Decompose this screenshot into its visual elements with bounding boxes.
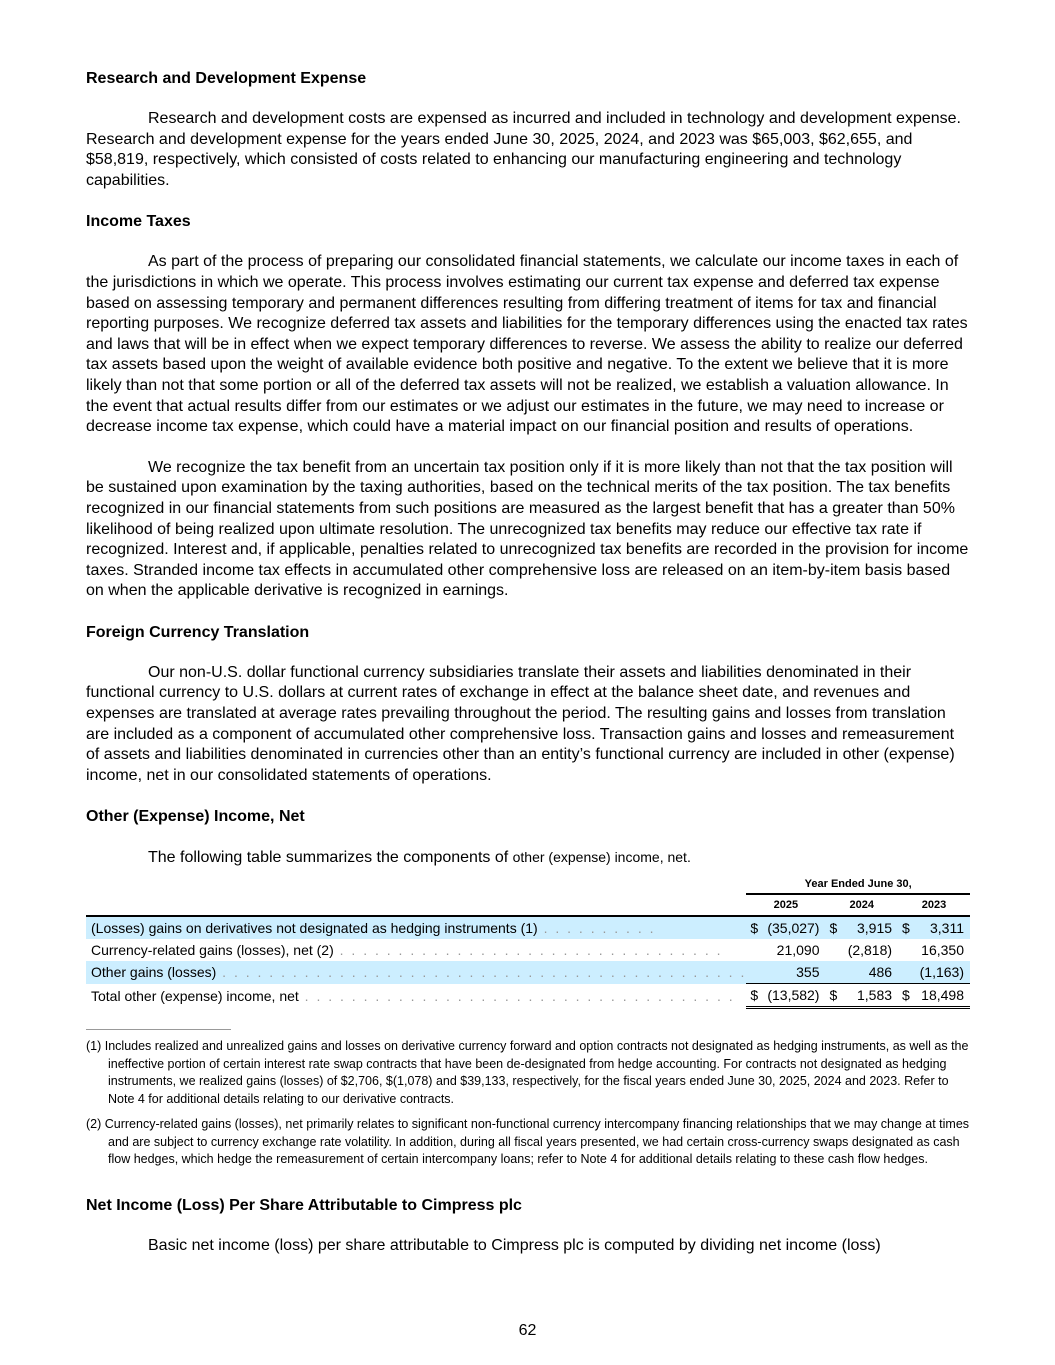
section-heading-income-taxes: Income Taxes: [86, 213, 191, 231]
paragraph-foreign-currency: Our non-U.S. dollar functional currency subsidiaries translate their assets and liabilities denominated in their functional currency to U.S. dollars at current rates of exchange in effect at the balance sheet date, and revenues and expenses are translated at average rates prevailing throughout the period. The resulting gains and losses from translation are included as a component of accumulated other comprehensive loss. Transaction gains and losses and remeasurement of assets and liabilities denominated in currencies other than an entity’s functional currency are included in other (expense) income, net in our consolidated statements of operations.: [86, 663, 955, 784]
paragraph-eps: Basic net income (loss) per share attributable to Cimpress plc is computed by dividing net income (loss): [148, 1236, 881, 1254]
paragraph-income-taxes-1: As part of the process of preparing our consolidated financial statements, we calculate our income taxes in each of the jurisdictions in which we operate. This process involves estimating our current tax expense and deferred tax expense based on assessing temporary and permanent differences resulting from differing treatment of items for tax and financial reporting purposes. We recognize deferred tax assets and liabilities for the temporary differences using the enacted tax rates and laws that will be in effect when we expect temporary differences to reverse. We assess the ability to realize our deferred tax assets based upon the weight of available evidence both positive and negative. To the extent we believe that it is more likely than not that some portion or all of the deferred tax assets will not be realized, we establish a valuation allowance. In the event that actual results differ from our estimates or we adjust our estimates in the future, we may need to increase or decrease income tax expense, which could have a material impact on our financial position and results of operations.: [86, 253, 968, 436]
cell-2023: 16,350: [921, 942, 964, 959]
row-label: Currency-related gains (losses), net (2) . . . . . . . . . . . . . . . . . . . . . . . . . . . . . . . . .: [91, 942, 723, 959]
section-heading-foreign-currency: Foreign Currency Translation: [86, 623, 310, 641]
section-heading-eps: Net Income (Loss) Per Share Attributable to Cimpress plc: [86, 1196, 522, 1214]
intro-text: The following table summarizes the components of: [148, 849, 513, 867]
footnote-1: (1) Includes realized and unrealized gains and losses on derivative currency forward and option contracts not designated as hedging instruments, as well as the ineffective portion of certain interest rate swap contracts that have been de-designated from hedge accounting. For contracts not designated as hedging instruments, we realized gains (losses) of $2,706, $(1,078) and $39,133, respectively, for the fiscal years ended June 30, 2025, 2024 and 2023. Refer to Note 4 for additional details relating to our derivative contracts.: [86, 1039, 969, 1106]
footnote-2: (2) Currency-related gains (losses), net primarily relates to significant non-functional currency intercompany financing relationships that we may change at times and are subject to currency exchange rate volatility. In addition, during all fiscal years presented, we had certain cross-currency swaps designated as cash flow hedges, which hedge the remeasurement of certain intercompany loans; refer to Note 4 for additional details relating to these cash flow hedges.: [86, 1117, 970, 1167]
cell-2024: 486: [839, 961, 898, 984]
cell-2025: 21,090: [776, 942, 820, 959]
cell-2025: (35,027): [760, 916, 826, 939]
paragraph-other-income-intro: [86, 847, 970, 869]
table-row-total: [86, 984, 970, 1008]
section-heading-rd: Research and Development Expense: [86, 70, 367, 87]
cell-2024: (2,818): [847, 942, 893, 959]
currency-symbol: $: [746, 916, 759, 939]
section-heading-other-income: Other (Expense) Income, Net: [86, 808, 305, 826]
year-header-2025: 2025: [746, 894, 825, 916]
page-number: 62: [518, 1322, 537, 1339]
currency-symbol: $: [746, 984, 759, 1008]
paragraph-rd: Research and development costs are expensed as incurred and included in technology and development expense. Research and development expense for the years ended June 30, 2025, 2024, and 2023 was $65,003, $62,655, and $58,819, respectively, which consisted of costs related to enhancing our manufacturing engineering and technology capabilities.: [86, 110, 961, 189]
cell-2024: 3,915: [839, 916, 898, 939]
footnote-divider: [86, 1029, 231, 1030]
period-header: Year Ended June 30,: [804, 878, 912, 891]
cell-2025: (13,582): [760, 984, 826, 1008]
currency-symbol: $: [898, 984, 911, 1008]
other-income-table: [86, 875, 970, 1009]
intro-text-small: other (expense) income, net.: [512, 849, 691, 866]
currency-symbol: $: [825, 984, 838, 1008]
currency-symbol: $: [825, 916, 838, 939]
cell-2023: (1,163): [911, 961, 970, 984]
year-header-2023: 2023: [898, 894, 970, 916]
year-header-2024: 2024: [825, 894, 898, 916]
currency-symbol: $: [898, 916, 911, 939]
table-row: [86, 939, 970, 961]
cell-2024: 1,583: [839, 984, 898, 1008]
document-page: [86, 68, 970, 1256]
paragraph-income-taxes-2: We recognize the tax benefit from an uncertain tax position only if it is more likely than not that the tax position will be sustained upon examination by the taxing authorities, based on the technical merits of the tax position. The tax benefits recognized in our financial statements from such positions are measured as the largest benefit that has a greater than 50% likelihood of being realized upon ultimate resolution. The unrecognized tax benefits may reduce our effective tax rate if recognized. Interest and, if applicable, penalties related to unrecognized tax benefits are recorded in the provision for income taxes. Stranded income tax effects in accumulated other comprehensive loss are released on an item-by-item basis based on when the applicable derivative is recognized in earnings.: [86, 458, 969, 600]
cell-2025: 355: [760, 961, 826, 984]
row-label: (Losses) gains on derivatives not designated as hedging instruments (1) . . . . . . . . . .: [86, 916, 746, 939]
cell-2023: 3,311: [911, 916, 970, 939]
row-label: Other gains (losses) . . . . . . . . . . . . . . . . . . . . . . . . . . . . . . . . . . . . . . . . . . . . .: [86, 961, 746, 984]
table-row: [86, 916, 970, 939]
row-label: Total other (expense) income, net . . . . . . . . . . . . . . . . . . . . . . . . . . . . . . . . . . . . .: [91, 987, 735, 1004]
cell-2023: 18,498: [911, 984, 970, 1008]
table-row: [86, 961, 970, 984]
